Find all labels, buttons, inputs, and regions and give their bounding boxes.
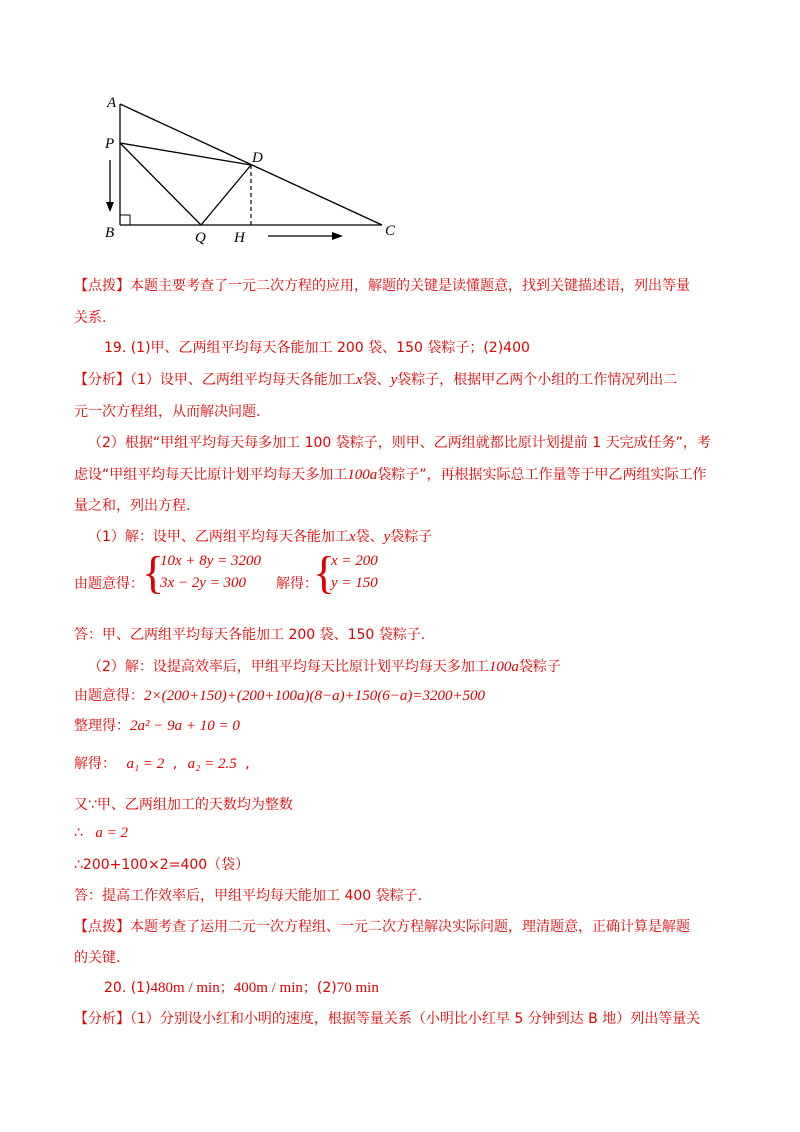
q19-analysis-line-5: 量之和，列出方程. [74,498,191,514]
tip-tag: 【点拨】 [74,919,130,935]
analysis-text: （1）分别设小红和小明的速度，根据等量关系（小明比小红早 5 分钟到达 B 地）列出等量关 [130,1011,701,1027]
simplify-line [74,716,240,736]
label-a: A [107,95,117,111]
q19-solution-1 [88,527,432,547]
system-label: 由题意得： [74,576,144,592]
therefore-equation: a = 2 [95,825,128,841]
roots-label: 解得： [74,756,116,772]
label-b: B [105,225,115,241]
segment-pd [120,143,251,165]
label-q: Q [195,230,206,246]
system-brace: { [142,547,165,598]
speed-2: 400m / min [233,980,303,996]
tip-text: 本题考查了运用二元一次方程组、一元二次方程解决实际问题，理清题意，正确计算是解题 [130,919,690,935]
var-x: x [355,372,363,388]
q19-tip-line-1 [74,917,690,937]
triangle-diagram [100,90,410,250]
var-y: y [390,372,398,388]
arrow-right-icon [332,232,343,240]
tip-line-2 [74,308,106,328]
q19-analysis-line-1 [74,370,677,390]
solution-text: （1）解：设甲、乙两组平均每天各能加工 [88,529,349,545]
root-2: a₂ = 2.5 [187,756,237,772]
analysis-text: （1）设甲、乙两组平均每天各能加工 [130,372,356,388]
system-eq-2: 3x − 2y = 300 [160,575,247,591]
q19-analysis-line-2: 元一次方程组，从而解决问题. [74,404,261,420]
equation-label: 由题意得： [74,688,144,704]
therefore-line [74,823,128,843]
var-100a: 100a [488,659,519,675]
tip-text: 本题主要考查了一元二次方程的应用，解题的关键是读懂题意，找到关键描述语，列出等量 [130,278,690,294]
solution-text: 袋粽子 [390,529,433,545]
solution-text: 袋、 [355,529,384,545]
q19-analysis-line-3: （2）根据“甲组平均每天每多加工 100 袋粽子，则甲、乙两组就都比原计划提前 1 天完成任务”，考 [88,435,711,451]
var-100a: 100a [347,467,378,483]
arrow-down-icon [106,202,114,212]
label-c: C [385,223,396,239]
q19-analysis-line-4 [74,465,707,485]
solution-eq-2: y = 150 [331,575,378,591]
solution-eq-1: x = 200 [331,553,378,569]
q19-tip-line-2: 的关键. [74,950,121,966]
right-angle-mark [120,215,130,225]
separator: ； [219,980,234,996]
label-p: P [105,136,115,152]
analysis-tag: 【分析】 [74,1011,130,1027]
analysis-text: 虑设“甲组平均每天比原计划平均每天多加工 [74,467,348,483]
q20-answer-head [104,978,379,998]
roots-line: 解得： a₁ = 2 , a₂ = 2.5 , [74,756,250,772]
segment-qd [201,165,251,225]
var-x: x [348,529,356,545]
label-d: D [252,150,263,166]
calc-line: ∴200+100×2=400（袋） [74,857,250,873]
q20-analysis-line [74,1009,700,1029]
var-y: y [383,529,391,545]
tip-line-1 [74,276,690,296]
geometry-figure [100,90,410,250]
simplify-label: 整理得： [74,718,130,734]
main-equation: 2×(200+150)+(200+100a)(8−a)+150(6−a)=3200+500 [144,688,486,704]
analysis-text: 袋粽子”，再根据实际总工作量等于甲乙两组实际工作 [377,467,707,483]
q19-answer-2: 答：提高工作效率后，甲组平均每天能加工 400 袋粽子. [74,888,423,904]
solution-brace: { [313,547,336,598]
root-1: a₁ = 2 [126,756,165,772]
tip-tag: 【点拨】 [74,278,130,294]
solution-text: （2）解：设提高效率后，甲组平均每天比原计划平均每天多加工 [88,659,489,675]
system-eq-1: 10x + 8y = 3200 [160,553,262,569]
q19-solution-2 [88,657,561,677]
solution-text: 袋粽子 [518,659,561,675]
quadratic-equation: 2a² − 9a + 10 = 0 [130,718,240,734]
analysis-text: 袋粽子，根据甲乙两个小组的工作情况列出二 [397,372,678,388]
since-line: 又∵甲、乙两组加工的天数均为整数 [74,797,293,813]
q19-answer-head: 19. (1)甲、乙两组平均每天各能加工 200 袋、150 袋粽子；(2)400 [104,340,530,356]
therefore-symbol: ∴ [74,825,83,841]
separator: ；(2) [302,980,337,996]
q20-number: 20. (1) [104,980,151,996]
analysis-text: 袋、 [362,372,391,388]
analysis-tag: 【分析】 [74,372,130,388]
solve-label: 解得： [276,576,318,592]
speed-1: 480m / min [150,980,220,996]
time-value: 70 min [336,980,379,996]
segment-pq [120,143,201,225]
q19-answer-1: 答：甲、乙两组平均每天各能加工 200 袋、150 袋粽子. [74,627,426,643]
tip-text-cont: 关系. [74,310,107,326]
label-h: H [234,230,245,246]
equation-line [74,686,485,706]
